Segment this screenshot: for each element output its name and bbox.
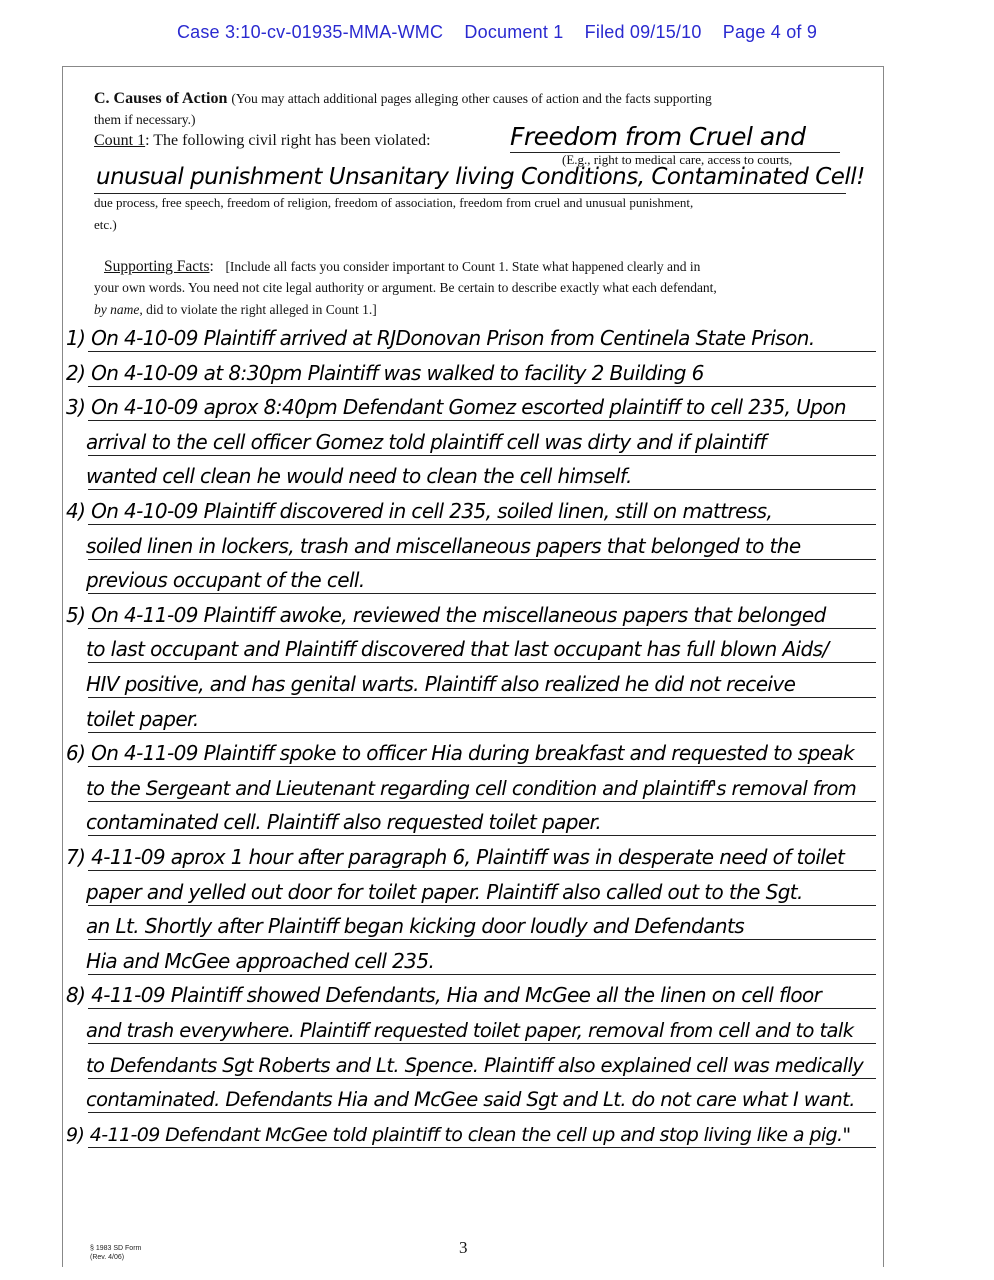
- section-note-continued: them if necessary.): [94, 112, 196, 127]
- fact-text: soiled linen in lockers, trash and miscellaneous papers that belonged to the: [86, 533, 801, 558]
- examples-line1: (E.g., right to medical care, access to courts,: [562, 152, 793, 167]
- count-answer-line1: Freedom from Cruel and: [510, 122, 806, 151]
- supporting-facts-label: Supporting Facts: [104, 258, 210, 275]
- fact-text: arrival to the cell officer Gomez told plaintiff cell was dirty and if plaintiff: [86, 429, 766, 454]
- supporting-facts-colon: :: [209, 258, 214, 275]
- fact-line: [66, 1010, 876, 1044]
- fact-line: [66, 318, 876, 352]
- section-note: (You may attach additional pages alleging other causes of action and the facts supporting: [231, 91, 712, 106]
- fact-text: to last occupant and Plaintiff discovered that last occupant has full blown Aids/: [86, 637, 829, 662]
- fact-line: [66, 941, 876, 975]
- fact-text: paper and yelled out door for toilet paper. Plaintiff also called out to the Sgt.: [86, 879, 803, 904]
- fact-line: [66, 629, 876, 663]
- fact-line: [66, 837, 876, 871]
- fact-text: wanted cell clean he would need to clean the cell himself.: [86, 464, 632, 489]
- count-answer-rule2: [94, 193, 846, 194]
- fact-line: [66, 768, 876, 802]
- section-title: [94, 90, 712, 108]
- filed-date: Filed 09/15/10: [584, 22, 702, 42]
- fact-line: [66, 975, 876, 1009]
- fact-text: an Lt. Shortly after Plaintiff began kicking door loudly and Defendants: [86, 914, 745, 939]
- fact-text: 4) On 4-10-09 Plaintiff discovered in cell 235, soiled linen, still on mattress,: [66, 499, 773, 523]
- fact-text: 3) On 4-10-09 aprox 8:40pm Defendant Gomez escorted plaintiff to cell 235, Upon: [66, 395, 846, 420]
- fact-line: [66, 595, 876, 629]
- document-number: Document 1: [464, 22, 564, 42]
- fact-text: 7) 4-11-09 aprox 1 hour after paragraph 6, Plaintiff was in desperate need of toilet: [66, 845, 845, 869]
- fact-line: [66, 872, 876, 906]
- page-number: 3: [459, 1238, 468, 1257]
- form-version: [90, 1244, 141, 1262]
- supporting-facts-title: [104, 258, 700, 276]
- fact-text: 5) On 4-11-09 Plaintiff awoke, reviewed the miscellaneous papers that belonged: [66, 602, 826, 627]
- fact-text: to Defendants Sgt Roberts and Lt. Spence. Plaintiff also explained cell was medically: [86, 1053, 864, 1077]
- fact-text: contaminated. Defendants Hia and McGee said Sgt and Lt. do not care what I want.: [86, 1088, 855, 1112]
- fact-line: [66, 906, 876, 940]
- supporting-facts-instructions: [Include all facts you consider important to Count 1. State what happened clearly and in: [225, 259, 701, 274]
- fact-text: previous occupant of the cell.: [86, 568, 365, 593]
- fact-text: HIV positive, and has genital warts. Plaintiff also realized he did not receive: [86, 672, 796, 696]
- fact-line: [66, 456, 876, 490]
- ruled-line: [88, 1147, 876, 1148]
- examples-line3: etc.): [94, 217, 117, 232]
- fact-text: to the Sergeant and Lieutenant regarding cell condition and plaintiff's removal from: [86, 776, 857, 800]
- fact-line: [66, 733, 876, 767]
- fact-line: [66, 526, 876, 560]
- form-revision: (Rev. 4/06): [90, 1254, 125, 1261]
- fact-text: and trash everywhere. Plaintiff requested toilet paper, removal from cell and to talk: [86, 1019, 854, 1042]
- count-answer-line2: unusual punishment Unsanitary living Conditions, Contaminated Cell!: [96, 164, 865, 190]
- supporting-facts-instructions-2: your own words. You need not cite legal authority or argument. Be certain to describe exactly what each defendant,: [94, 280, 717, 295]
- fact-text: 9) 4-11-09 Defendant McGee told plaintiff to clean the cell up and stop living like a pig.": [66, 1123, 851, 1146]
- section-heading: C. Causes of Action: [94, 90, 228, 107]
- case-header: [0, 22, 994, 43]
- supporting-facts-instructions-3: [94, 302, 377, 318]
- fact-line: [66, 1114, 876, 1148]
- form-code: § 1983 SD Form: [90, 1245, 142, 1252]
- examples-line2: due process, free speech, freedom of religion, freedom of association, freedom from cruel and unusual punishment,: [94, 195, 694, 210]
- fact-line: [66, 699, 876, 733]
- fact-line: [66, 560, 876, 594]
- count-label: Count 1: [94, 132, 146, 149]
- count-prompt: : The following civil right has been violated:: [145, 132, 431, 149]
- fact-line: [66, 353, 876, 387]
- count-line: [94, 132, 431, 150]
- fact-text: 6) On 4-11-09 Plaintiff spoke to officer Hia during breakfast and requested to speak: [66, 741, 854, 766]
- fact-text: contaminated cell. Plaintiff also requested toilet paper.: [86, 810, 602, 835]
- fact-line: [66, 664, 876, 698]
- fact-text: Hia and McGee approached cell 235.: [86, 948, 435, 973]
- by-name-italic: by name,: [94, 302, 143, 317]
- case-number: Case 3:10-cv-01935-MMA-WMC: [176, 22, 444, 42]
- fact-line: [66, 491, 876, 525]
- fact-line: [66, 1045, 876, 1079]
- fact-text: 8) 4-11-09 Plaintiff showed Defendants, Hia and McGee all the linen on cell floor: [66, 983, 822, 1008]
- fact-text: 1) On 4-10-09 Plaintiff arrived at RJDonovan Prison from Centinela State Prison.: [66, 326, 815, 350]
- fact-line: [66, 802, 876, 836]
- fact-text: 2) On 4-10-09 at 8:30pm Plaintiff was walked to facility 2 Building 6: [66, 360, 704, 385]
- fact-line: [66, 422, 876, 456]
- fact-line: [66, 1079, 876, 1113]
- page-indicator: Page 4 of 9: [722, 22, 818, 42]
- instructions-end: did to violate the right alleged in Count 1.]: [142, 302, 377, 317]
- fact-text: toilet paper.: [86, 706, 199, 731]
- fact-line: [66, 387, 876, 421]
